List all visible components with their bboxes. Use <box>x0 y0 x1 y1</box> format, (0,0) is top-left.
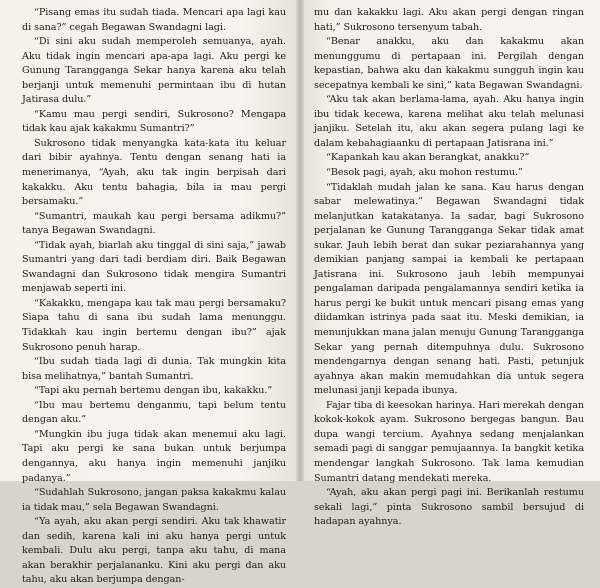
left-paragraph-4: Sukrosono tidak menyangka kata-kata itu keluar dari bibir ayahnya. Tentu dengan senang hati ia menerimanya, “Ayah, aku tak ingin berpisah dari kakakku. Aku tentu bahagia, bila ia mau pergi bersamaku.” <box>22 137 286 208</box>
left-paragraph-8: “Ibu sudah tiada lagi di dunia. Tak mungkin kita bisa melihatnya,” bantah Sumantri. <box>22 356 286 382</box>
right-paragraph-1: mu dan kakakku lagi. Aku akan pergi dengan ringan hati,” Sukrosono tersenyum tabah. <box>314 7 584 33</box>
left-paragraph-11: “Mungkin ibu juga tidak akan menemui aku lagi. Tapi aku pergi ke sana bukan untuk berjumpa dengannya, aku hanya ingin memenuhi janjiku padanya.” <box>22 428 286 484</box>
left-paragraph-13: “Ya ayah, aku akan pergi sendiri. Aku tak khawatir dan sedih, karena kali ini aku hanya pergi untuk kembali. Dulu aku pergi, tanpa aku tahu, di mana akan berakhir perjalananku. Kini aku pergi dan aku tahu, aku akan berjumpa dengan- <box>22 516 286 586</box>
left-paragraph-6: “Tidak ayah, biarlah aku tinggal di sini saja,” jawab Sumantri yang dari tadi berdiam diri. Baik Begawan Swandagni dan Sukrosono tidak mengira Sumantri menjawab seperti ini. <box>22 239 286 295</box>
right-paragraph-7: Fajar tiba di keesokan harinya. Hari merekah dengan kokok-kokok ayam. Sukrosono bergegas bangun. Bau dupa wangi tercium. Ayahnya sedang menjalankan semadi pagi di sanggar pemujaannya. Ia bangkit ketika mendengar langkah Sukrosono. Tak lama kemudian Sumantri datang mendekati mereka. <box>314 399 584 484</box>
right-paragraph-6: “Tidaklah mudah jalan ke sana. Kau harus dengan sabar melewatinya.” Begawan Swandagni tidak melanjutkan katakatanya. Ia sadar, bagi Sukrosono perjalanan ke Gunung Tarangganga Sekar tidak amat sukar. Jauh lebih berat dan sukar peziarahannya yang demikian panjang sampai ia kembali ke pertapaan Jatisrana ini. Sukrosono jauh lebih mempunyai pengalaman daripada pengalamannya sendiri ketika ia harus pergi ke bukit untuk mencari pisang emas yang diidamkan istrinya pada saat itu. Meski demikian, ia menunjukkan mana jalan menuju Gunung Tarangganga Sekar yang pernah ditempuhnya dulu. Sukrosono mendengarnya dengan senang hati. Pasti, petunjuk ayahnya akan makin memudahkan dia untuk segera melunasi janji kepada ibunya. <box>314 181 584 397</box>
left-paragraph-2: “Di sini aku sudah memperoleh semuanya, ayah. Aku tidak ingin mencari apa-apa lagi. Aku pergi ke Gunung Tarangganga Sekar hanya karena aku telah berjanji untuk memenuhi permintaan ibu di hutan Jatirasa dulu.” <box>22 36 286 106</box>
left-page <box>0 0 300 586</box>
right-paragraph-5: “Besok pagi, ayah, aku mohon restumu.” <box>326 167 523 179</box>
right-paragraph-3: “Aku tak akan berlama-lama, ayah. Aku hanya ingin ibu tidak kecewa, karena melihat aku telah melunasi janjiku. Setelah itu, aku akan segera pulang lagi ke dalam kebahagiaanku di pertapaan Jatisrana ini.” <box>314 94 584 149</box>
right-paragraph-4: “Kapankah kau akan berangkat, anakku?” <box>326 152 530 164</box>
left-paragraph-7: “Kakakku, mengapa kau tak mau pergi bersamaku? Siapa tahu di sana ibu sudah lama menunggu. Tidakkah kau ingin bertemu dengan ibu?” ajak Sukrosono penuh harap. <box>22 297 286 353</box>
left-paragraph-5: “Sumantri, maukah kau pergi bersama adikmu?” tanya Begawan Swandagni. <box>22 210 286 237</box>
left-paragraph-10: “Ibu mau bertemu denganmu, tapi belum tentu dengan aku.” <box>22 399 286 426</box>
book-gutter <box>296 0 304 481</box>
right-paragraph-8: “Ayah, aku akan pergi pagi ini. Berikanlah restumu sekali lagi,” pinta Sukrosono sambil bersujud di hadapan ayahnya. <box>314 487 584 528</box>
right-page <box>300 0 600 528</box>
right-paragraph-2: “Benar anakku, aku dan kakakmu akan menunggumu di pertapaan ini. Pergilah dengan kepastian, bahwa aku dan kakakmu sungguh ingin kau secepatnya kembali ke sini,” kata Begawan Swandagni. <box>314 36 584 91</box>
left-paragraph-1: “Pisang emas itu sudah tiada. Mencari apa lagi kau di sana?” cegah Begawan Swandagni lagi. <box>22 7 286 33</box>
left-paragraph-12: “Sudahlah Sukrosono, jangan paksa kakakmu kalau ia tidak mau,” sela Begawan Swandagni. <box>22 487 286 513</box>
left-paragraph-9: “Tapi aku pernah bertemu dengan ibu, kakakku.” <box>34 385 273 397</box>
left-paragraph-3: “Kamu mau pergi sendiri, Sukrosono? Mengapa tidak kau ajak kakakmu Sumantri?” <box>22 108 286 135</box>
